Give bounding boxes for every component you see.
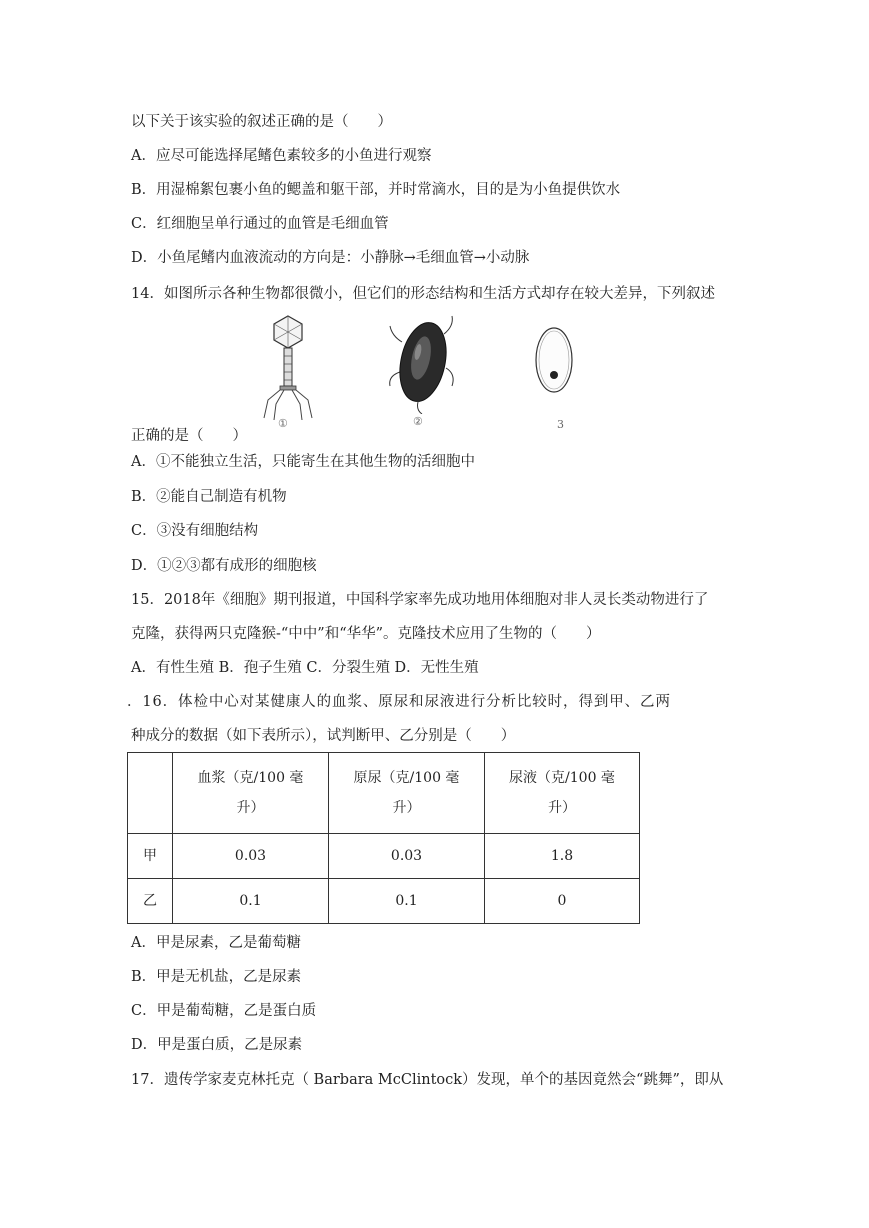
table-cell: 0.1 bbox=[173, 879, 329, 924]
q14-stem-line2: 正确的是（ ） bbox=[131, 428, 247, 444]
table-header-urine: 尿液（克/100 毫 升） bbox=[485, 753, 640, 834]
table-cell: 0 bbox=[485, 879, 640, 924]
single-cell-figure bbox=[532, 324, 576, 396]
table-row bbox=[128, 834, 640, 879]
row-label: 乙 bbox=[128, 879, 173, 924]
q14-option-a: A．①不能独立生活，只能寄生在其他生物的活细胞中 bbox=[131, 454, 475, 470]
q15-stem-line1: 15．2018年《细胞》期刊报道，中国科学家率先成功地用体细胞对非人灵长类动物进行了 bbox=[131, 592, 709, 608]
q15-stem-line2: 克隆，获得两只克隆猴-“中中”和“华华”。克隆技术应用了生物的（ ） bbox=[131, 626, 601, 642]
table-cell: 0.1 bbox=[329, 879, 485, 924]
q16-option-b: B．甲是无机盐，乙是尿素 bbox=[131, 969, 302, 985]
q17-stem-line1: 17．遗传学家麦克林托克（ Barbara McClintock）发现，单个的基因竟然会“跳舞”，即从 bbox=[131, 1072, 724, 1088]
q16-option-c: C．甲是葡萄糖，乙是蛋白质 bbox=[131, 1003, 317, 1019]
bacterium-figure bbox=[388, 312, 458, 414]
table-cell: 0.03 bbox=[329, 834, 485, 879]
table-header-plasma: 血浆（克/100 毫 升） bbox=[173, 753, 329, 834]
q16-option-a: A．甲是尿素，乙是葡萄糖 bbox=[131, 935, 301, 951]
q14-option-c: C．③没有细胞结构 bbox=[131, 523, 259, 539]
data-table bbox=[127, 752, 640, 924]
q15-options: A．有性生殖 B．孢子生殖 C．分裂生殖 D．无性生殖 bbox=[131, 660, 479, 676]
figure-label-1: ① bbox=[278, 417, 288, 430]
figure-label-3: 3 bbox=[557, 418, 564, 431]
table-cell: 1.8 bbox=[485, 834, 640, 879]
table-header-primary-urine: 原尿（克/100 毫 升） bbox=[329, 753, 485, 834]
q14-option-b: B．②能自己制造有机物 bbox=[131, 489, 287, 505]
q13-option-d: D．小鱼尾鳍内血液流动的方向是：小静脉→毛细血管→小动脉 bbox=[131, 250, 530, 266]
table-cell: 0.03 bbox=[173, 834, 329, 879]
q13-stem: 以下关于该实验的叙述正确的是（ ） bbox=[131, 114, 392, 130]
bacteriophage-figure bbox=[258, 312, 318, 424]
figure-label-2: ② bbox=[413, 415, 423, 428]
q16-option-d: D．甲是蛋白质，乙是尿素 bbox=[131, 1037, 303, 1053]
q13-option-a: A．应尽可能选择尾鳍色素较多的小鱼进行观察 bbox=[131, 148, 432, 164]
table-row bbox=[128, 879, 640, 924]
q13-option-b: B．用湿棉絮包裹小鱼的鳃盖和躯干部，并时常滴水，目的是为小鱼提供饮水 bbox=[131, 182, 621, 198]
q16-stem-line2: 种成分的数据（如下表所示），试判断甲、乙分别是（ ） bbox=[131, 728, 516, 744]
q14-stem-line1: 14．如图所示各种生物都很微小，但它们的形态结构和生活方式却存在较大差异，下列叙述 bbox=[131, 286, 715, 302]
q13-option-c: C．红细胞呈单行通过的血管是毛细血管 bbox=[131, 216, 389, 232]
q16-stem-line1: ．16．体检中心对某健康人的血浆、原尿和尿液进行分析比较时，得到甲、乙两 bbox=[127, 694, 671, 710]
table-corner-cell bbox=[128, 753, 173, 834]
q14-option-d: D．①②③都有成形的细胞核 bbox=[131, 558, 317, 574]
row-label: 甲 bbox=[128, 834, 173, 879]
